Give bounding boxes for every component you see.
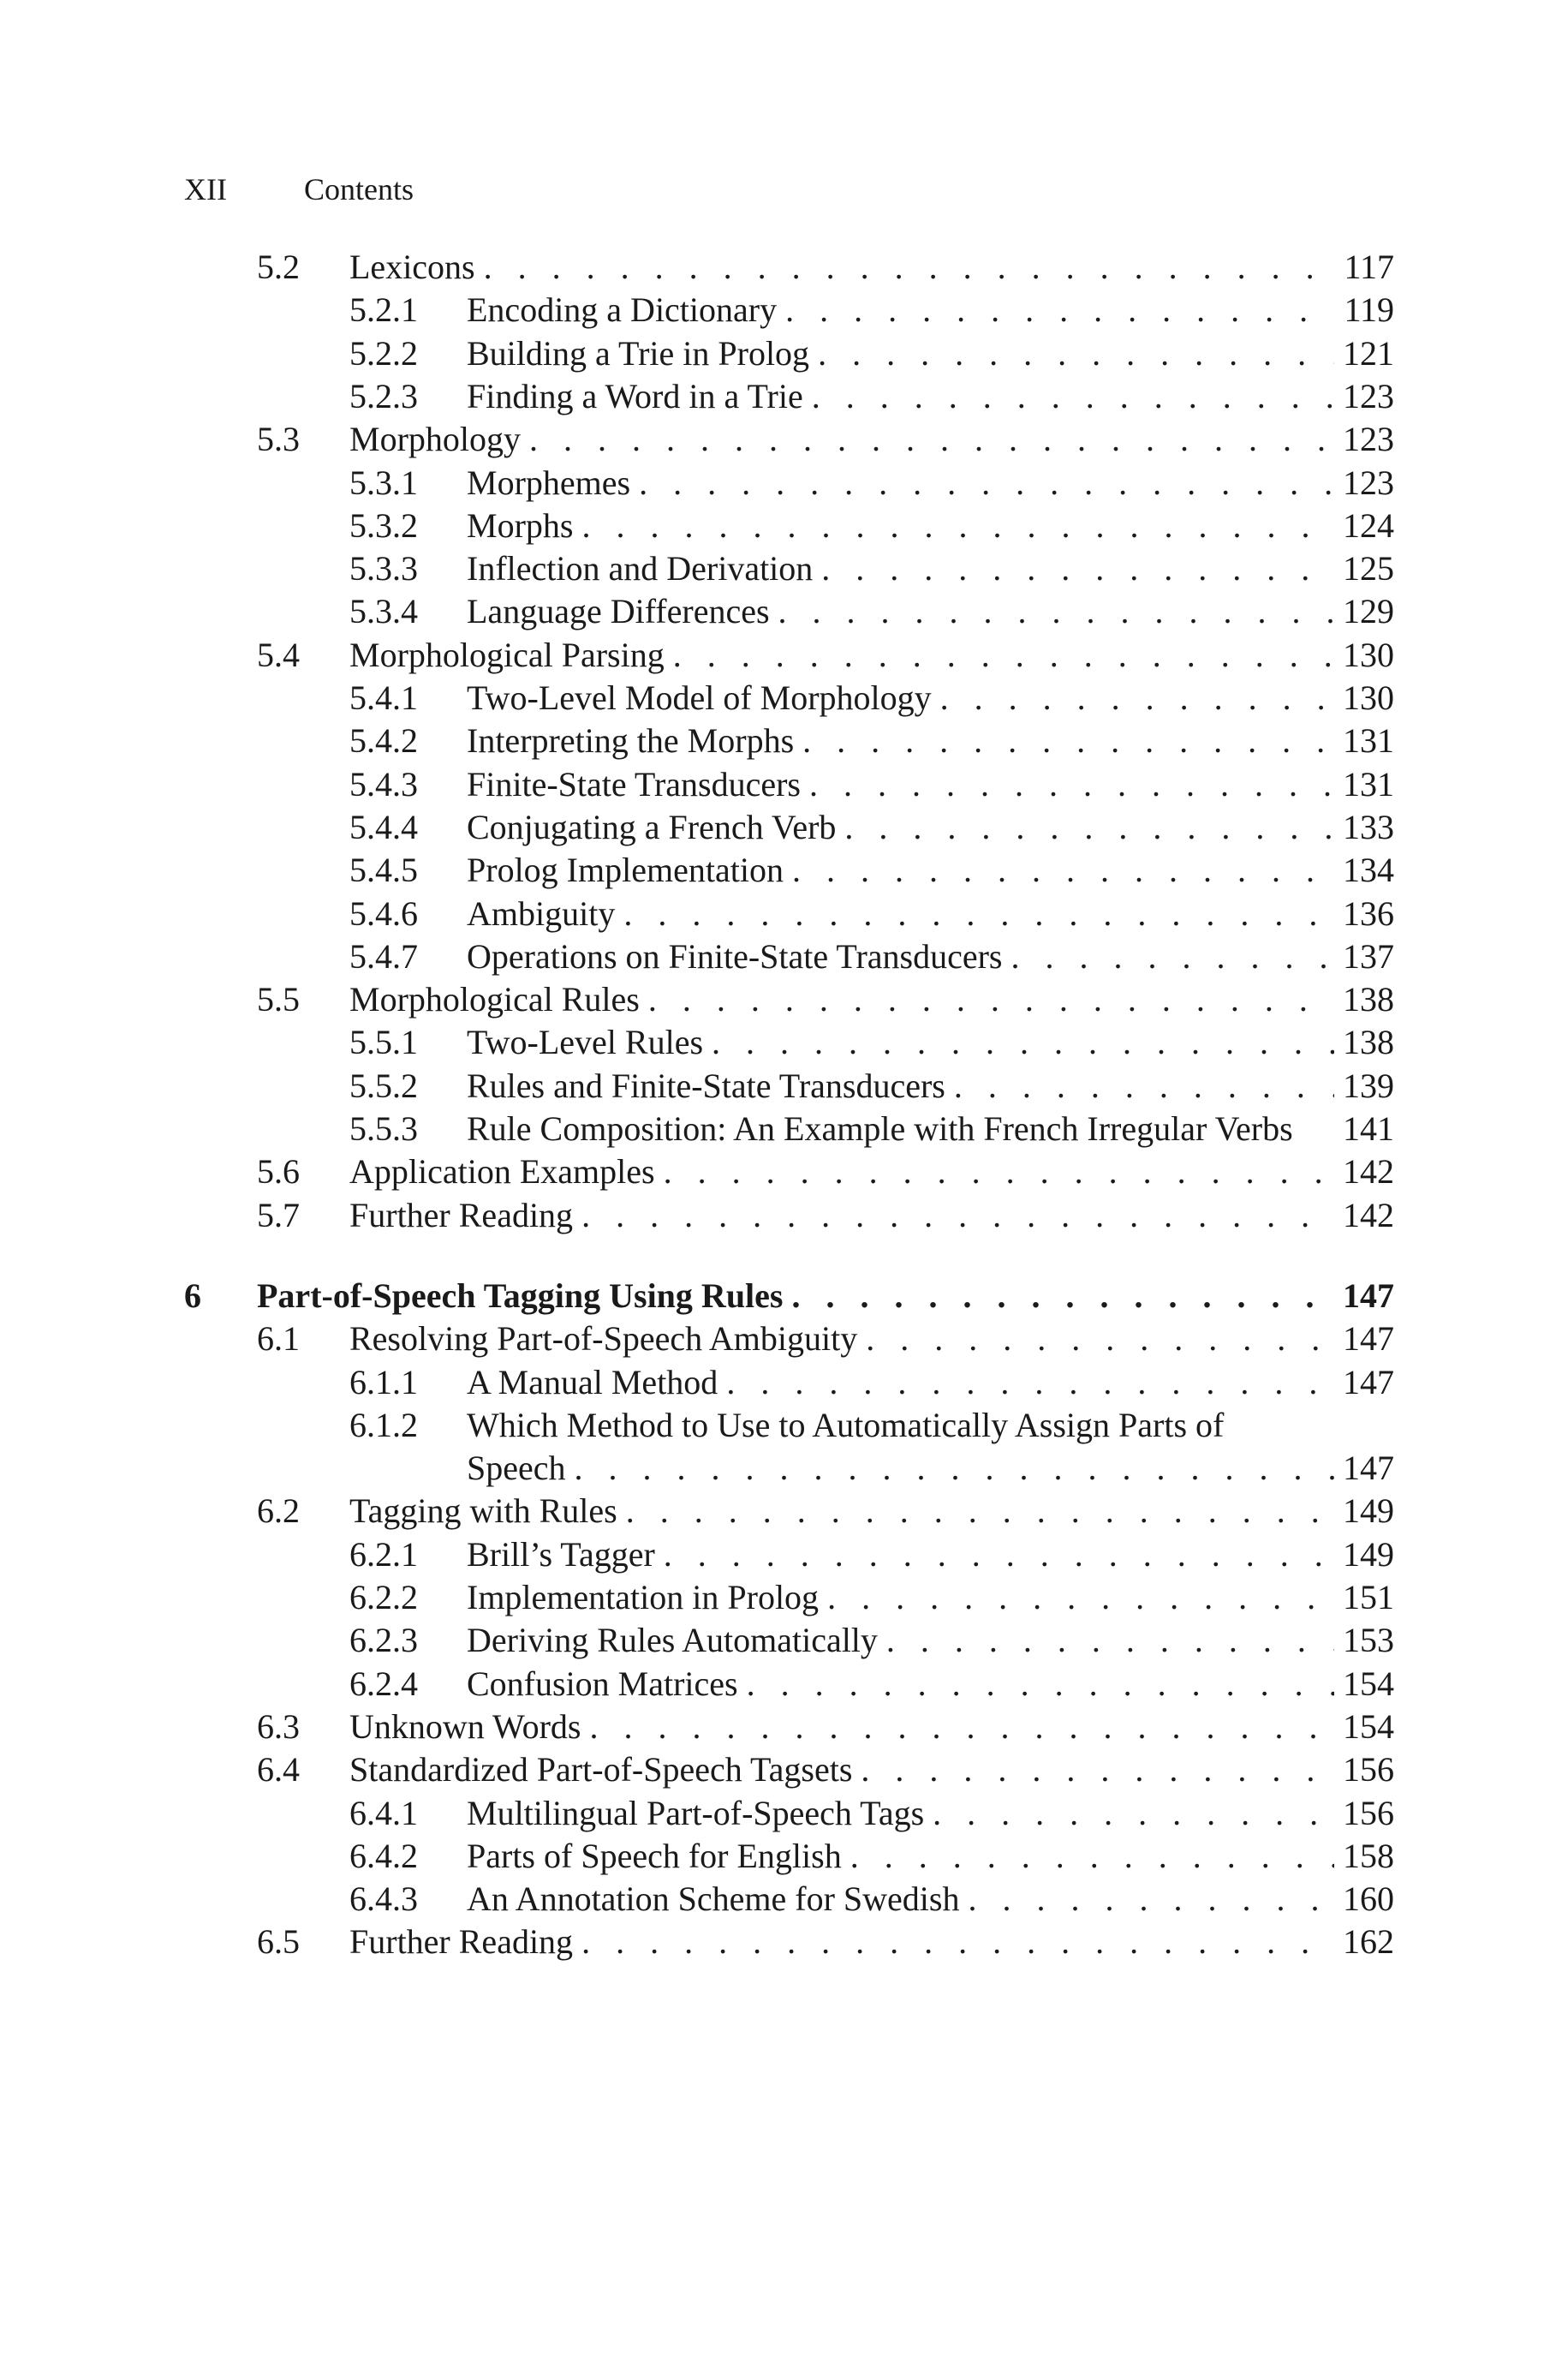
toc-entry-page: 160 bbox=[1343, 1879, 1394, 1919]
toc-entry-title[interactable]: Application Examples bbox=[349, 1152, 655, 1192]
toc-entry-number: 5.2.3 bbox=[349, 376, 418, 415]
toc-entry[interactable] bbox=[0, 764, 1568, 805]
dot-leader bbox=[802, 720, 1334, 762]
toc-entry-page: 138 bbox=[1343, 980, 1394, 1019]
toc-entry-number: 5.2 bbox=[257, 248, 300, 286]
toc-entry-number: 6.4.3 bbox=[349, 1879, 418, 1919]
dot-leader bbox=[1011, 936, 1335, 977]
dot-leader bbox=[792, 850, 1334, 891]
toc-entry-number: 6.1 bbox=[257, 1319, 300, 1359]
toc-entry-page: 133 bbox=[1343, 807, 1394, 846]
toc-entry-page: 147 bbox=[1343, 1449, 1394, 1488]
toc-entry[interactable] bbox=[0, 1921, 1568, 1963]
toc-entry-title[interactable]: Finite-State Transducers bbox=[467, 764, 801, 804]
toc-entry-number: 6.4.2 bbox=[349, 1836, 418, 1875]
toc-entry-page: 139 bbox=[1343, 1066, 1394, 1105]
toc-entry[interactable] bbox=[0, 1108, 1568, 1150]
toc-entry-number: 5.4.1 bbox=[349, 678, 418, 717]
toc-entry[interactable] bbox=[0, 1534, 1568, 1575]
toc-entry-title[interactable]: Morphemes bbox=[467, 463, 631, 502]
toc-entry-page: 131 bbox=[1343, 721, 1394, 761]
dot-leader bbox=[809, 764, 1334, 805]
toc-entry-page: 130 bbox=[1343, 678, 1394, 717]
toc-entry-number: 5.5.2 bbox=[349, 1066, 418, 1105]
toc-entry[interactable] bbox=[0, 807, 1568, 848]
toc-entry-page: 154 bbox=[1343, 1706, 1394, 1746]
dot-leader bbox=[673, 635, 1334, 676]
toc-entry-title[interactable]: Two-Level Rules bbox=[467, 1023, 704, 1062]
toc-entry-title[interactable]: Morphology bbox=[349, 420, 521, 459]
toc-entry-page: 162 bbox=[1343, 1922, 1394, 1962]
toc-entry-page: 142 bbox=[1343, 1195, 1394, 1234]
toc-entry-page: 156 bbox=[1343, 1750, 1394, 1789]
toc-entry-number: 6.4.1 bbox=[349, 1793, 418, 1832]
toc-entry-number: 5.3.3 bbox=[349, 549, 418, 589]
toc-entry-title[interactable]: Parts of Speech for English bbox=[467, 1836, 842, 1875]
toc-entry-title[interactable]: Resolving Part-of-Speech Ambiguity bbox=[349, 1319, 858, 1359]
dot-leader bbox=[664, 1534, 1334, 1575]
toc-entry[interactable] bbox=[0, 1195, 1568, 1236]
toc-entry[interactable] bbox=[0, 419, 1568, 460]
toc-entry[interactable] bbox=[0, 720, 1568, 762]
toc-entry-page: 149 bbox=[1343, 1534, 1394, 1574]
toc-entry[interactable] bbox=[0, 1793, 1568, 1834]
dot-leader bbox=[969, 1879, 1335, 1920]
toc-entry[interactable] bbox=[0, 376, 1568, 417]
toc-entry-number: 6.5 bbox=[257, 1922, 300, 1962]
running-title: Contents bbox=[304, 172, 414, 206]
toc-entry[interactable] bbox=[0, 936, 1568, 977]
toc-entry[interactable] bbox=[0, 548, 1568, 589]
toc-entry-number: 5.4 bbox=[257, 635, 300, 674]
dot-leader bbox=[590, 1706, 1335, 1748]
toc-entry-number: 5.5.3 bbox=[349, 1109, 418, 1148]
toc-entry-page: 154 bbox=[1343, 1664, 1394, 1703]
toc-entry-title[interactable]: Deriving Rules Automatically bbox=[467, 1621, 878, 1660]
toc-entry-page: 119 bbox=[1344, 290, 1394, 330]
dot-leader bbox=[792, 1276, 1335, 1317]
dot-leader bbox=[712, 1022, 1334, 1063]
toc-entry-title[interactable]: Ambiguity bbox=[467, 893, 616, 933]
toc-entry[interactable] bbox=[0, 1706, 1568, 1748]
dot-leader bbox=[639, 463, 1334, 504]
toc-entry-page: 121 bbox=[1343, 333, 1394, 373]
toc-entry-title[interactable]: Unknown Words bbox=[349, 1706, 581, 1746]
toc-entry-title[interactable]: Interpreting the Morphs bbox=[467, 721, 795, 761]
toc-entry-number: 5.3.1 bbox=[349, 463, 418, 502]
toc-entry-number: 6.1.2 bbox=[349, 1405, 418, 1444]
toc-entry[interactable] bbox=[0, 247, 1568, 288]
toc-entry-number: 5.2.2 bbox=[349, 333, 418, 373]
toc-entry[interactable] bbox=[0, 1879, 1568, 1920]
toc-entry-number: 5.6 bbox=[257, 1152, 300, 1192]
toc-entry-title[interactable]: Operations on Finite-State Transducers bbox=[467, 936, 1003, 976]
toc-entry[interactable] bbox=[0, 1749, 1568, 1790]
toc-entry[interactable] bbox=[0, 591, 1568, 632]
dot-leader bbox=[529, 419, 1334, 460]
toc-entry-title[interactable]: Brill’s Tagger bbox=[467, 1534, 655, 1574]
dot-leader bbox=[664, 1151, 1334, 1192]
dot-leader bbox=[850, 1836, 1334, 1877]
toc-entry-title[interactable]: Further Reading bbox=[349, 1922, 574, 1962]
toc-entry-title[interactable]: Rules and Finite-State Transducers bbox=[467, 1066, 945, 1105]
toc-entry-page: 134 bbox=[1343, 851, 1394, 890]
toc-entry-title[interactable]: Speech bbox=[467, 1449, 566, 1488]
toc-entry-number: 5.3.2 bbox=[349, 505, 418, 545]
dot-leader bbox=[844, 807, 1334, 848]
toc-entry[interactable] bbox=[0, 290, 1568, 331]
toc-entry-title[interactable]: Rule Composition: An Example with French Irregular Verbs bbox=[467, 1109, 1293, 1148]
dot-leader bbox=[866, 1318, 1334, 1359]
toc-entry[interactable] bbox=[0, 1577, 1568, 1618]
toc-entry[interactable] bbox=[0, 1362, 1568, 1403]
toc-entry-number: 6.3 bbox=[257, 1706, 300, 1746]
toc-entry-page: 142 bbox=[1343, 1152, 1394, 1192]
toc-entry-title[interactable]: Two-Level Model of Morphology bbox=[467, 678, 932, 717]
dot-leader bbox=[575, 1448, 1334, 1489]
toc-entry-number: 5.5.1 bbox=[349, 1023, 418, 1062]
dot-leader bbox=[581, 505, 1334, 547]
toc-entry-page: 117 bbox=[1344, 248, 1394, 286]
toc-entry-number: 5.4.4 bbox=[349, 807, 418, 846]
toc-entry-title[interactable]: Building a Trie in Prolog bbox=[467, 333, 810, 373]
toc-entry-number: 6.2.4 bbox=[349, 1664, 418, 1703]
toc-entry-title[interactable]: An Annotation Scheme for Swedish bbox=[467, 1879, 960, 1919]
toc-entry-page: 125 bbox=[1343, 549, 1394, 589]
toc-entry[interactable] bbox=[0, 1066, 1568, 1107]
toc-entry-number: 6.4 bbox=[257, 1750, 300, 1789]
dot-leader bbox=[581, 1195, 1334, 1236]
toc-entry-number: 5.4.2 bbox=[349, 721, 418, 761]
toc-entry[interactable] bbox=[0, 850, 1568, 891]
toc-entry[interactable] bbox=[0, 893, 1568, 935]
toc-entry-number: 5.3.4 bbox=[349, 592, 418, 631]
toc-entry-page: 123 bbox=[1343, 376, 1394, 415]
toc-entry-number: 6.1.1 bbox=[349, 1362, 418, 1401]
toc-entry-page: 149 bbox=[1343, 1491, 1394, 1531]
toc-entry-title[interactable]: Tagging with Rules bbox=[349, 1491, 617, 1531]
dot-leader bbox=[933, 1793, 1334, 1834]
toc-entry-title[interactable]: Finding a Word in a Trie bbox=[467, 376, 803, 415]
toc-entry-number: 6.2.2 bbox=[349, 1578, 418, 1616]
toc-entry-page: 147 bbox=[1343, 1362, 1394, 1401]
toc-entry-number: 5.3 bbox=[257, 420, 300, 459]
toc-entry-page: 123 bbox=[1343, 420, 1394, 459]
toc-entry-number: 6 bbox=[184, 1276, 201, 1315]
toc-entry-page: 130 bbox=[1343, 635, 1394, 674]
dot-leader bbox=[818, 333, 1334, 374]
toc-entry-page: 147 bbox=[1343, 1276, 1394, 1315]
toc-entry-number: 5.7 bbox=[257, 1195, 300, 1234]
dot-leader bbox=[821, 548, 1334, 589]
toc-entry-number: 5.4.5 bbox=[349, 851, 418, 890]
toc-entry-number: 5.2.1 bbox=[349, 290, 418, 330]
toc-entry-title[interactable]: Implementation in Prolog bbox=[467, 1578, 820, 1616]
toc-entry-title[interactable]: Further Reading bbox=[349, 1195, 574, 1234]
toc-entry-page: 136 bbox=[1343, 893, 1394, 933]
toc-entry-title[interactable]: Prolog Implementation bbox=[467, 851, 784, 890]
toc-entry[interactable] bbox=[0, 635, 1568, 676]
toc-entry-title[interactable]: Part-of-Speech Tagging Using Rules bbox=[257, 1276, 784, 1315]
toc-entry-number: 5.4.6 bbox=[349, 893, 418, 933]
dot-leader bbox=[726, 1362, 1334, 1403]
toc-entry-page: 124 bbox=[1343, 505, 1394, 545]
toc-entry-number: 6.2 bbox=[257, 1491, 300, 1531]
toc-entry-title[interactable]: Conjugating a French Verb bbox=[467, 807, 837, 846]
toc-entry[interactable] bbox=[0, 1448, 1568, 1489]
toc-entry[interactable] bbox=[0, 678, 1568, 719]
toc-entry-title[interactable]: Morphological Parsing bbox=[349, 635, 665, 674]
toc-entry-title[interactable]: Which Method to Use to Automatically Assign Parts of bbox=[467, 1405, 1225, 1444]
toc-entry-page: 147 bbox=[1343, 1319, 1394, 1359]
dot-leader bbox=[954, 1066, 1334, 1107]
toc-entry-number: 5.4.3 bbox=[349, 764, 418, 804]
toc-entry-page: 123 bbox=[1343, 463, 1394, 502]
toc-entry-page bbox=[1344, 1405, 1394, 1446]
dot-leader bbox=[623, 893, 1334, 935]
dot-leader bbox=[648, 979, 1334, 1020]
toc-entry-title[interactable]: Lexicons bbox=[349, 248, 475, 286]
toc-entry-page: 151 bbox=[1343, 1578, 1394, 1616]
toc-entry-title[interactable]: Language Differences bbox=[467, 592, 770, 631]
page-folio: XII bbox=[184, 172, 227, 206]
toc-entry[interactable] bbox=[0, 1836, 1568, 1877]
toc-entry-title[interactable]: Encoding a Dictionary bbox=[467, 290, 778, 330]
toc-entry[interactable] bbox=[0, 1405, 1568, 1446]
dot-leader bbox=[785, 290, 1335, 331]
toc-entry-title[interactable]: Multilingual Part-of-Speech Tags bbox=[467, 1793, 925, 1832]
dot-leader bbox=[484, 247, 1336, 288]
toc-entry-title[interactable]: Inflection and Derivation bbox=[467, 549, 814, 589]
dot-leader bbox=[886, 1620, 1334, 1661]
toc-entry[interactable] bbox=[0, 1151, 1568, 1192]
toc-entry[interactable] bbox=[0, 1276, 1568, 1317]
toc-entry-title[interactable]: A Manual Method bbox=[467, 1362, 718, 1401]
dot-leader bbox=[940, 678, 1334, 719]
toc-entry[interactable] bbox=[0, 463, 1568, 504]
toc-entry-title[interactable]: Standardized Part-of-Speech Tagsets bbox=[349, 1750, 853, 1789]
toc-entry-title[interactable]: Morphological Rules bbox=[349, 980, 640, 1019]
dot-leader bbox=[861, 1749, 1334, 1790]
toc-entry-page: 158 bbox=[1343, 1836, 1394, 1875]
toc-entry-number: 6.2.3 bbox=[349, 1621, 418, 1660]
toc-entry[interactable] bbox=[0, 1491, 1568, 1532]
toc-entry-page: 153 bbox=[1343, 1621, 1394, 1660]
toc-entry-title[interactable]: Confusion Matrices bbox=[467, 1664, 738, 1703]
toc-entry[interactable] bbox=[0, 1022, 1568, 1063]
toc-entry-page: 156 bbox=[1343, 1793, 1394, 1832]
toc-entry-number: 5.5 bbox=[257, 980, 300, 1019]
page-header bbox=[184, 171, 1400, 206]
toc-entry[interactable] bbox=[0, 979, 1568, 1020]
toc-entry-page: 129 bbox=[1343, 592, 1394, 631]
toc-entry-page: 131 bbox=[1343, 764, 1394, 804]
dot-leader bbox=[827, 1577, 1334, 1618]
toc-entry[interactable] bbox=[0, 505, 1568, 547]
toc-entry-number: 5.4.7 bbox=[349, 936, 418, 976]
toc-entry-page: 137 bbox=[1343, 936, 1394, 976]
toc-entry[interactable] bbox=[0, 1664, 1568, 1705]
dot-leader bbox=[626, 1491, 1334, 1532]
dot-leader bbox=[812, 376, 1334, 417]
dot-leader bbox=[778, 591, 1334, 632]
toc-entry[interactable] bbox=[0, 1318, 1568, 1359]
dot-leader bbox=[747, 1664, 1334, 1705]
dot-leader bbox=[581, 1921, 1334, 1963]
toc-entry[interactable] bbox=[0, 333, 1568, 374]
toc-entry-page: 141 bbox=[1343, 1109, 1394, 1148]
toc-entry-title[interactable]: Morphs bbox=[467, 505, 574, 545]
toc-entry[interactable] bbox=[0, 1620, 1568, 1661]
toc-entry-page: 138 bbox=[1343, 1023, 1394, 1062]
toc-entry-number: 6.2.1 bbox=[349, 1534, 418, 1574]
